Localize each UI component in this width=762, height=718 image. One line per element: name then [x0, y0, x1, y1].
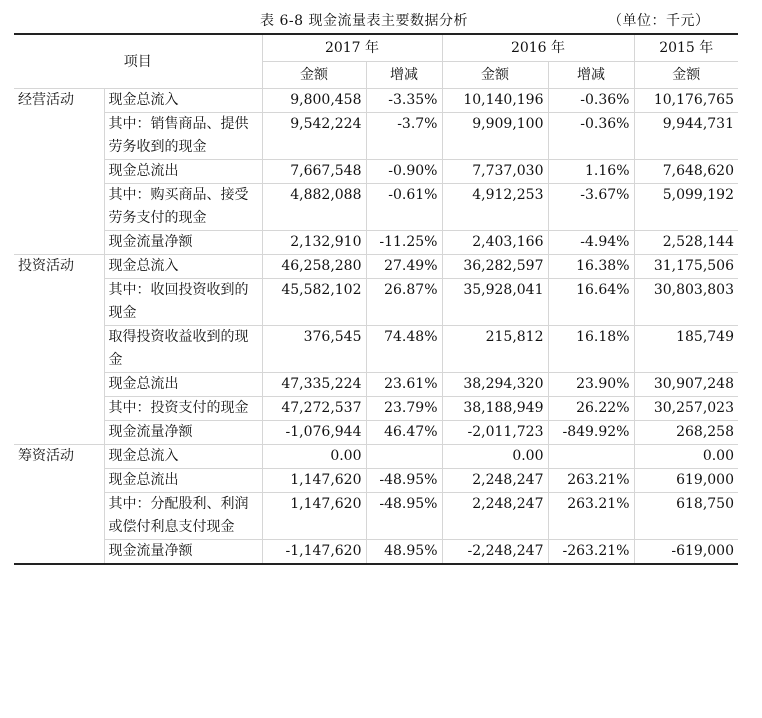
amount-2016-cell: 35,928,041: [442, 279, 548, 326]
amount-2017-cell: -1,076,944: [262, 421, 366, 445]
amount-2015-cell: 31,175,506: [634, 255, 738, 279]
item-label-cell: 现金流量净额: [104, 231, 262, 255]
change-2017-cell: -48.95%: [366, 469, 442, 493]
amount-2015-cell: 268,258: [634, 421, 738, 445]
amount-2016-cell: 2,248,247: [442, 493, 548, 540]
table-row: [14, 326, 738, 373]
amount-2017-cell: 7,667,548: [262, 160, 366, 184]
change-2016-cell: -4.94%: [548, 231, 634, 255]
item-label-cell: 现金总流入: [104, 445, 262, 469]
change-2017-cell: -3.35%: [366, 89, 442, 113]
change-2016-cell: -849.92%: [548, 421, 634, 445]
unit-note: （单位：千元）: [608, 13, 710, 29]
table-row: [14, 231, 738, 255]
cash-flow-table: [14, 33, 738, 565]
change-2016-cell: 263.21%: [548, 469, 634, 493]
amount-2017-cell: 0.00: [262, 445, 366, 469]
amount-2015-cell: 185,749: [634, 326, 738, 373]
change-2016-cell: -0.36%: [548, 113, 634, 160]
amount-2016-cell: 215,812: [442, 326, 548, 373]
change-2017-cell: 23.79%: [366, 397, 442, 421]
change-2017-cell: -11.25%: [366, 231, 442, 255]
table-caption: [0, 8, 762, 30]
amount-2015-cell: 5,099,192: [634, 184, 738, 231]
item-label-cell: 现金总流入: [104, 89, 262, 113]
amount-2015-cell: 2,528,144: [634, 231, 738, 255]
header-year-2015: 2015 年: [634, 34, 738, 62]
amount-2016-cell: -2,248,247: [442, 540, 548, 565]
amount-2016-cell: 38,294,320: [442, 373, 548, 397]
header-change-2017: 增减: [366, 62, 442, 89]
change-2016-cell: -3.67%: [548, 184, 634, 231]
change-2017-cell: [366, 445, 442, 469]
amount-2015-cell: 619,000: [634, 469, 738, 493]
header-year-2016: 2016 年: [442, 34, 634, 62]
amount-2016-cell: 7,737,030: [442, 160, 548, 184]
change-2016-cell: 26.22%: [548, 397, 634, 421]
amount-2016-cell: -2,011,723: [442, 421, 548, 445]
amount-2015-cell: 30,907,248: [634, 373, 738, 397]
table-row: [14, 493, 738, 540]
table-title: 表 6-8 现金流量表主要数据分析: [260, 13, 468, 29]
header-amount-2017: 金额: [262, 62, 366, 89]
table-row: [14, 279, 738, 326]
change-2017-cell: -0.61%: [366, 184, 442, 231]
change-2016-cell: 16.64%: [548, 279, 634, 326]
header-item: 项目: [14, 34, 262, 89]
amount-2015-cell: -619,000: [634, 540, 738, 565]
item-label-cell: 现金总流入: [104, 255, 262, 279]
category-cell: 经营活动: [14, 89, 104, 255]
header-row-years: [14, 34, 738, 62]
change-2017-cell: -0.90%: [366, 160, 442, 184]
change-2017-cell: 48.95%: [366, 540, 442, 565]
amount-2015-cell: 7,648,620: [634, 160, 738, 184]
change-2016-cell: 16.18%: [548, 326, 634, 373]
table-row: [14, 89, 738, 113]
change-2016-cell: 23.90%: [548, 373, 634, 397]
amount-2017-cell: 47,335,224: [262, 373, 366, 397]
table-row: [14, 445, 738, 469]
amount-2017-cell: 9,542,224: [262, 113, 366, 160]
amount-2017-cell: 47,272,537: [262, 397, 366, 421]
change-2017-cell: -3.7%: [366, 113, 442, 160]
change-2017-cell: 26.87%: [366, 279, 442, 326]
amount-2017-cell: -1,147,620: [262, 540, 366, 565]
amount-2017-cell: 2,132,910: [262, 231, 366, 255]
item-label-cell: 其中：收回投资收到的现金: [104, 279, 262, 326]
amount-2016-cell: 2,403,166: [442, 231, 548, 255]
table-row: [14, 397, 738, 421]
amount-2016-cell: 4,912,253: [442, 184, 548, 231]
table-row: [14, 469, 738, 493]
change-2016-cell: -263.21%: [548, 540, 634, 565]
amount-2017-cell: 45,582,102: [262, 279, 366, 326]
amount-2016-cell: 9,909,100: [442, 113, 548, 160]
amount-2017-cell: 46,258,280: [262, 255, 366, 279]
amount-2015-cell: 0.00: [634, 445, 738, 469]
category-cell: 筹资活动: [14, 445, 104, 565]
table-row: [14, 373, 738, 397]
amount-2015-cell: 9,944,731: [634, 113, 738, 160]
amount-2017-cell: 376,545: [262, 326, 366, 373]
amount-2017-cell: 1,147,620: [262, 493, 366, 540]
item-label-cell: 其中：分配股利、利润或偿付利息支付现金: [104, 493, 262, 540]
change-2017-cell: 27.49%: [366, 255, 442, 279]
table-row: [14, 255, 738, 279]
change-2017-cell: -48.95%: [366, 493, 442, 540]
change-2016-cell: 16.38%: [548, 255, 634, 279]
item-label-cell: 现金总流出: [104, 373, 262, 397]
item-label-cell: 现金流量净额: [104, 540, 262, 565]
amount-2017-cell: 4,882,088: [262, 184, 366, 231]
category-cell: 投资活动: [14, 255, 104, 445]
amount-2015-cell: 30,803,803: [634, 279, 738, 326]
item-label-cell: 其中：投资支付的现金: [104, 397, 262, 421]
amount-2017-cell: 1,147,620: [262, 469, 366, 493]
header-change-2016: 增减: [548, 62, 634, 89]
table-row: [14, 421, 738, 445]
header-amount-2016: 金额: [442, 62, 548, 89]
change-2017-cell: 46.47%: [366, 421, 442, 445]
table-row: [14, 540, 738, 565]
amount-2016-cell: 0.00: [442, 445, 548, 469]
change-2016-cell: 263.21%: [548, 493, 634, 540]
table-row: [14, 184, 738, 231]
change-2017-cell: 23.61%: [366, 373, 442, 397]
amount-2015-cell: 618,750: [634, 493, 738, 540]
amount-2015-cell: 30,257,023: [634, 397, 738, 421]
change-2016-cell: 1.16%: [548, 160, 634, 184]
item-label-cell: 现金流量净额: [104, 421, 262, 445]
amount-2016-cell: 2,248,247: [442, 469, 548, 493]
amount-2016-cell: 38,188,949: [442, 397, 548, 421]
item-label-cell: 取得投资收益收到的现金: [104, 326, 262, 373]
item-label-cell: 其中：销售商品、提供劳务收到的现金: [104, 113, 262, 160]
table-row: [14, 113, 738, 160]
item-label-cell: 现金总流出: [104, 469, 262, 493]
item-label-cell: 现金总流出: [104, 160, 262, 184]
item-label-cell: 其中：购买商品、接受劳务支付的现金: [104, 184, 262, 231]
header-amount-2015: 金额: [634, 62, 738, 89]
change-2016-cell: [548, 445, 634, 469]
table-row: [14, 160, 738, 184]
amount-2017-cell: 9,800,458: [262, 89, 366, 113]
header-year-2017: 2017 年: [262, 34, 442, 62]
amount-2015-cell: 10,176,765: [634, 89, 738, 113]
change-2017-cell: 74.48%: [366, 326, 442, 373]
amount-2016-cell: 10,140,196: [442, 89, 548, 113]
change-2016-cell: -0.36%: [548, 89, 634, 113]
amount-2016-cell: 36,282,597: [442, 255, 548, 279]
